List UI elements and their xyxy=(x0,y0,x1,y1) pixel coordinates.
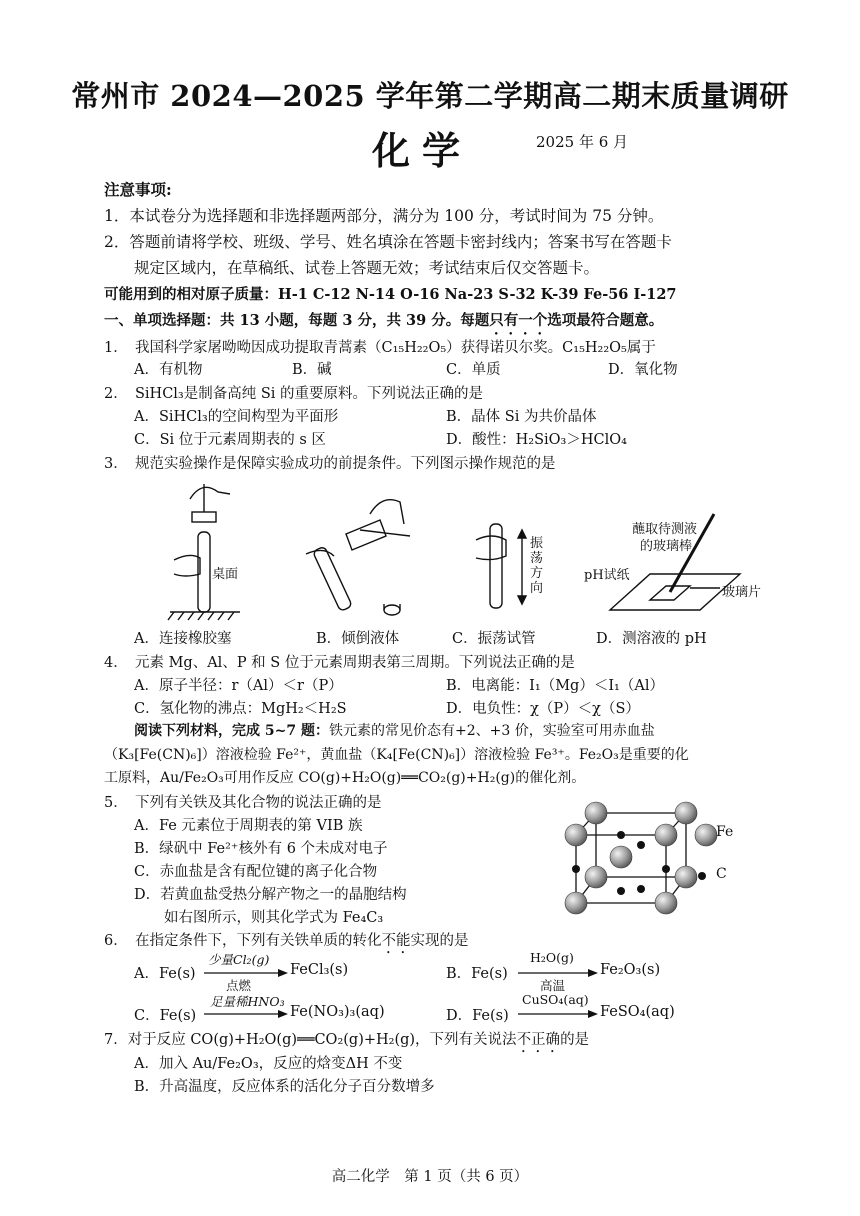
q7-stem-emphasis: 不正确 xyxy=(516,1032,561,1048)
q3-label-rod-1: 蘸取待测液 xyxy=(632,522,698,537)
q6-stem-a: 6． 在指定条件下，下列有关铁单质的转化 xyxy=(104,933,382,949)
legend-fe: Fe xyxy=(716,824,734,840)
shake-char-1: 振 xyxy=(530,536,544,551)
shake-char-3: 方 xyxy=(530,566,544,581)
q3-option-a: A．连接橡胶塞 xyxy=(134,631,232,647)
q3-option-c: C．振荡试管 xyxy=(452,631,536,647)
figure-c xyxy=(476,524,526,608)
q6-stem-emphasis: 不能 xyxy=(381,933,411,949)
q6-c-reactant: C．Fe(s) xyxy=(134,1008,197,1024)
q6-b-reactant: B．Fe(s) xyxy=(446,966,508,982)
q4-option-d: D．电负性：χ（P）＜χ（S） xyxy=(446,701,640,717)
q1-stem: 1． 我国科学家屠呦呦因成功提取青蒿素（C₁₅H₂₂O₅）获得诺贝尔奖。C₁₅H₂₂O₅属于 xyxy=(104,340,656,356)
q6-stem xyxy=(104,929,468,957)
q4-option-b: B．电离能：I₁（Mg）＜I₁（Al） xyxy=(446,678,664,694)
legend-c-dot-icon xyxy=(696,870,708,882)
q7-option-a: A．加入 Au/Fe₂O₃，反应的焓变ΔH 不变 xyxy=(134,1056,403,1072)
notice-item-2b: 规定区域内，在草稿纸、试卷上答题无效；考试结束后仅交答题卡。 xyxy=(134,259,600,277)
q3-label-shake xyxy=(530,536,544,596)
q3-label-desk: 桌面 xyxy=(212,567,239,582)
q5-option-d1: D．若黄血盐受热分解产物之一的晶胞结构 xyxy=(134,887,407,903)
legend-c: C xyxy=(716,866,727,882)
section-heading-emphasis: 只有一个 xyxy=(489,312,548,329)
q1-option-b: B．碱 xyxy=(292,362,332,378)
q6-d-reactant: D．Fe(s) xyxy=(446,1008,509,1024)
atomic-masses: 可能用到的相对原子质量：H-1 C-12 N-14 O-16 Na-23 S-32 K-39 Fe-56 I-127 xyxy=(104,286,677,303)
q6-d-product: FeSO₄(aq) xyxy=(600,1004,675,1020)
q3-option-b: B．倾倒液体 xyxy=(316,631,400,647)
notice-item-2a: 2．答题前请将学校、班级、学号、姓名填涂在答题卡密封线内；答案书写在答题卡 xyxy=(104,233,672,251)
q3-label-ph-paper: pH试纸 xyxy=(584,568,630,583)
section-heading-a: 一、单项选择题：共 13 小题，每题 3 分，共 39 分。每题 xyxy=(104,312,490,329)
exam-title: 常州市 2024—2025 学年第二学期高二期末质量调研 xyxy=(71,79,789,113)
q7-stem-c: 的是 xyxy=(560,1032,590,1048)
q5-option-b: B．绿矾中 Fe²⁺核外有 6 个未成对电子 xyxy=(134,841,388,857)
material-lead: 阅读下列材料，完成 5~7 题： xyxy=(134,723,329,739)
q2-option-c: C．Si 位于元素周期表的 s 区 xyxy=(134,432,326,448)
q1-option-c: C．单质 xyxy=(446,362,501,378)
q3-stem: 3． 规范实验操作是保障实验成功的前提条件。下列图示操作规范的是 xyxy=(104,456,556,472)
q1-option-d: D．氧化物 xyxy=(608,362,678,378)
q6-c-condition-top: 足量稀HNO₃ xyxy=(210,994,285,1009)
q5-option-c: C．赤血盐是含有配位键的离子化合物 xyxy=(134,864,378,880)
q4-stem: 4． 元素 Mg、Al、P 和 S 位于元素周期表第三周期。下列说法正确的是 xyxy=(104,655,575,671)
q6-b-product: Fe₂O₃(s) xyxy=(600,962,661,978)
q5-option-a: A．Fe 元素位于周期表的第 VIB 族 xyxy=(134,818,363,834)
q4-option-a: A．原子半径：r（Al）＜r（P） xyxy=(134,678,343,694)
q6-a-condition-bottom: 点燃 xyxy=(226,978,252,993)
subject-title: 化学 xyxy=(372,128,473,173)
crystal-cell-diagram xyxy=(556,795,726,925)
q7-stem-a: 7．对于反应 CO(g)+H₂O(g)══CO₂(g)+H₂(g)，下列有关说法 xyxy=(104,1032,517,1048)
q1-option-a: A．有机物 xyxy=(134,362,203,378)
q2-stem: 2． SiHCl₃是制备高纯 Si 的重要原料。下列说法正确的是 xyxy=(104,386,484,402)
q6-stem-c: 实现的是 xyxy=(410,933,469,949)
material-line-1 xyxy=(134,720,655,740)
shake-char-4: 向 xyxy=(530,581,544,596)
section-heading-c: 选项最符合题意。 xyxy=(547,312,664,329)
exam-date: 2025 年 6 月 xyxy=(536,133,629,151)
q6-b-condition-top: H₂O(g) xyxy=(530,950,574,965)
q3-label-glass: 玻璃片 xyxy=(722,585,762,600)
material-line-2: （K₃[Fe(CN)₆]）溶液检验 Fe²⁺，黄血盐（K₄[Fe(CN)₆]）溶液检验 Fe³⁺。Fe₂O₃是重要的化 xyxy=(104,747,689,763)
figure-b xyxy=(306,500,410,615)
material-line-3: 工原料，Au/Fe₂O₃可用作反应 CO(g)+H₂O(g)══CO₂(g)+H₂(g)的催化剂。 xyxy=(104,770,586,786)
notice-heading: 注意事项: xyxy=(104,180,172,199)
q6-a-product: FeCl₃(s) xyxy=(290,962,349,978)
q2-option-d: D．酸性：H₂SiO₃＞HClO₄ xyxy=(446,432,627,448)
q2-option-b: B．晶体 Si 为共价晶体 xyxy=(446,409,597,425)
q4-option-c: C．氢化物的沸点：MgH₂＜H₂S xyxy=(134,701,347,717)
q5-stem: 5． 下列有关铁及其化合物的说法正确的是 xyxy=(104,795,382,811)
q6-a-reactant: A．Fe(s) xyxy=(134,966,196,982)
q5-option-d2: 如右图所示，则其化学式为 Fe₄C₃ xyxy=(164,910,384,926)
material-text-1: 铁元素的常见价态有+2、+3 价，实验室可用赤血盐 xyxy=(328,723,655,739)
figure-a xyxy=(168,484,240,620)
notice-item-1: 1．本试卷分为选择题和非选择题两部分，满分为 100 分，考试时间为 75 分钟。 xyxy=(104,207,664,225)
q6-a-condition-top: 少量Cl₂(g) xyxy=(208,952,270,967)
q3-option-d: D．测溶液的 pH xyxy=(596,631,707,647)
shake-char-2: 荡 xyxy=(530,551,544,566)
q6-b-condition-bottom: 高温 xyxy=(540,978,566,993)
q6-d-arrow-icon xyxy=(518,1010,598,1018)
section-1-heading xyxy=(104,309,663,338)
q2-option-a: A．SiHCl₃的空间构型为平面形 xyxy=(134,409,339,425)
q6-c-arrow-icon xyxy=(204,1010,288,1018)
q6-d-condition-top: CuSO₄(aq) xyxy=(522,992,589,1007)
q3-label-rod-2: 的玻璃棒 xyxy=(640,539,693,554)
q7-option-b: B．升高温度，反应体系的活化分子百分数增多 xyxy=(134,1079,435,1095)
page-footer: 高二化学 第 1 页（共 6 页） xyxy=(331,1169,529,1185)
q6-c-product: Fe(NO₃)₃(aq) xyxy=(290,1004,385,1020)
